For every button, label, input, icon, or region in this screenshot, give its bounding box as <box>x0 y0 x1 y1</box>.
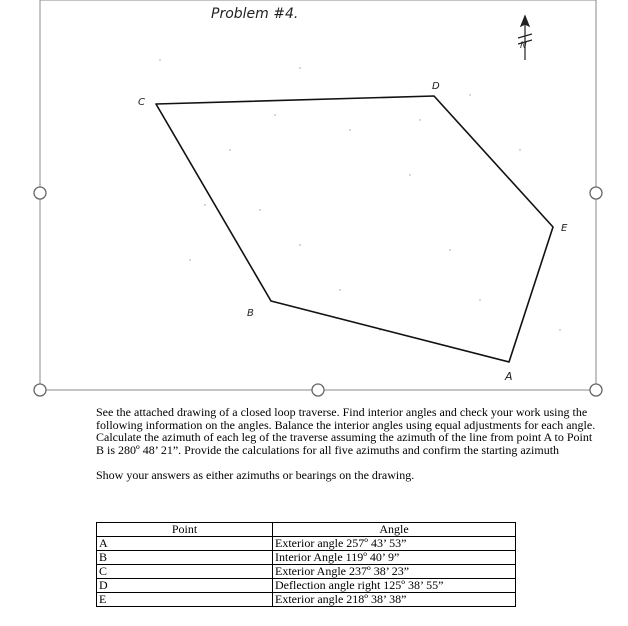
header-point: Point <box>97 523 273 537</box>
resize-handle-bottom-left[interactable] <box>34 384 46 396</box>
cell-point: C <box>97 565 273 579</box>
table-header-row <box>97 523 516 537</box>
table-row <box>97 593 516 607</box>
label-point-b: B <box>247 308 254 319</box>
resize-handle-bottom-right[interactable] <box>590 384 602 396</box>
header-angle: Angle <box>273 523 516 537</box>
resize-handle-left[interactable] <box>34 187 46 199</box>
cell-point: D <box>97 579 273 593</box>
scan-speckles <box>159 59 560 330</box>
table-row <box>97 551 516 565</box>
label-point-a: A <box>505 370 513 383</box>
table-row <box>97 565 516 579</box>
resize-handle-right[interactable] <box>590 187 602 199</box>
instructions-prompt: Show your answers as either azimuths or bearings on the drawing. <box>96 468 415 483</box>
cell-point: E <box>97 593 273 607</box>
cell-angle: Deflection angle right 125º 38’ 55” <box>273 579 516 593</box>
cell-angle: Exterior angle 257º 43’ 53” <box>273 537 516 551</box>
table-row <box>97 537 516 551</box>
drawing-title: Problem #4. <box>211 6 299 22</box>
instructions <box>96 406 596 482</box>
traverse-polygon <box>156 96 553 362</box>
cell-angle: Interior Angle 119º 40’ 9” <box>273 551 516 565</box>
instructions-paragraph: See the attached drawing of a closed loop traverse. Find interior angles and check your work using the following information on the angles. Balance the interior angles using equal adjustments for each angle. Calculate the azimuth of each leg of the traverse assuming the azimuth of the line from point A to Point B is 280º 48’ 21”. Provide the calculations for all five azimuths and confirm the starting azimuth <box>96 405 596 457</box>
cell-angle: Exterior Angle 237º 38’ 23” <box>273 565 516 579</box>
selection-frame <box>40 0 596 390</box>
resize-handle-bottom[interactable] <box>312 384 324 396</box>
table-row <box>97 579 516 593</box>
label-point-c: C <box>138 97 145 108</box>
angle-table <box>96 522 516 607</box>
cell-point: A <box>97 537 273 551</box>
north-label: N <box>520 41 527 51</box>
north-arrow-icon <box>518 16 532 60</box>
label-point-e: E <box>561 223 568 234</box>
cell-angle: Exterior angle 218º 38’ 38” <box>273 593 516 607</box>
label-point-d: D <box>432 81 440 92</box>
cell-point: B <box>97 551 273 565</box>
